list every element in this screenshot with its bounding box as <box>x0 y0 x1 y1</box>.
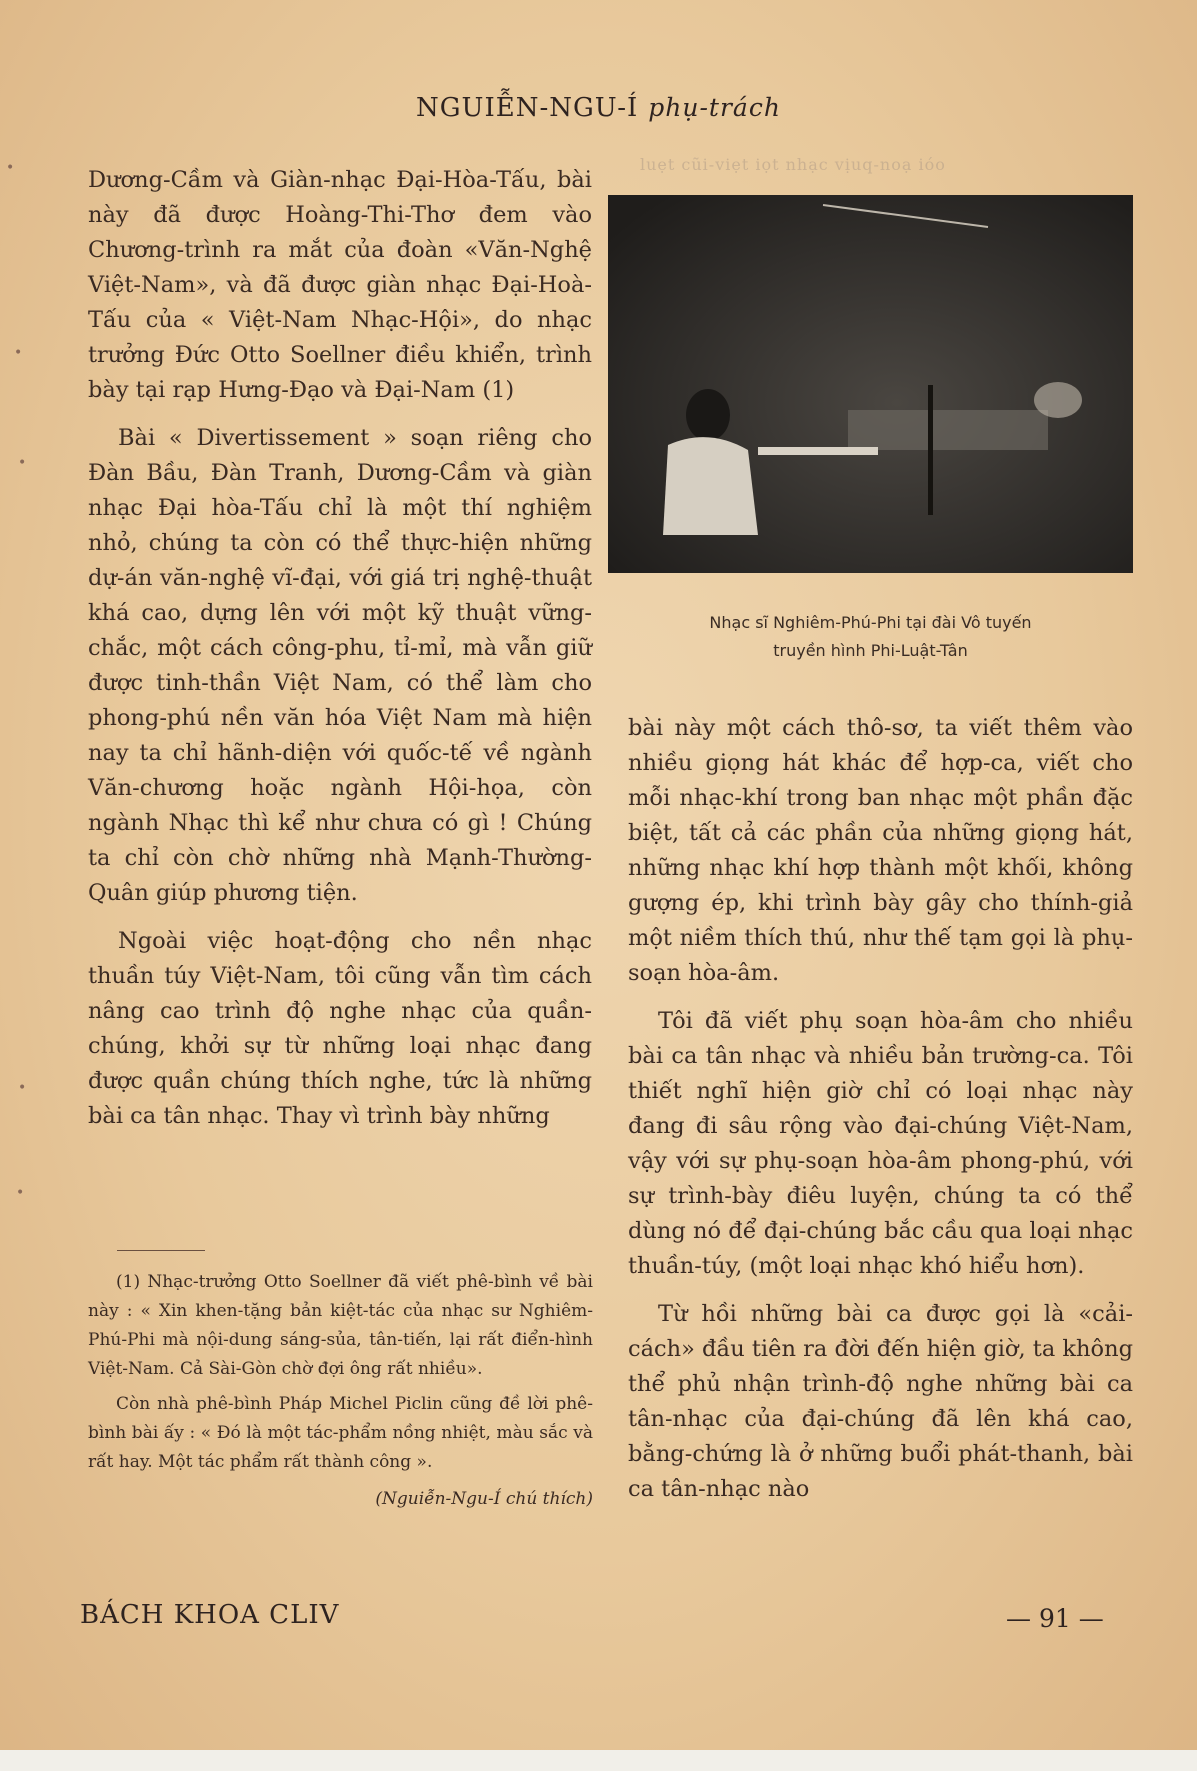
photo-illustration <box>608 195 1133 573</box>
scan-margin <box>0 1750 1197 1771</box>
left-paragraph-2: Bài « Divertissement » soạn riêng cho Đàn Bầu, Đàn Tranh, Dương-Cầm và giàn nhạc Đại hòa-Tấu chỉ là một thí nghiệm nhỏ, chúng ta còn có thể thực-hiện những dự-án văn-nghệ vĩ-đại, với giá trị nghệ-thuật khá cao, dựng lên với một kỹ thuật vững-chắc, một cách công-phu, tỉ-mỉ, mà vẫn giữ được tinh-thần Việt Nam, có thể làm cho phong-phú nền văn hóa Việt Nam mà hiện nay ta chỉ hãnh-diện với quốc-tế về ngành Văn-chương hoặc ngành Hội-họa, còn ngành Nhạc thì kể như chưa có gì ! Chúng ta chỉ còn chờ những nhà Mạnh-Thường-Quân giúp phương tiện. <box>88 425 592 906</box>
margin-mark: • <box>18 455 27 471</box>
page-header <box>0 93 1197 123</box>
footnotes <box>88 1268 593 1514</box>
bleed-through-text: luẹt cũi-viẹt iọt nhạc vịuq-noạ ióo <box>640 155 946 174</box>
right-column <box>628 711 1133 1520</box>
footnote-1: (1) Nhạc-trưởng Otto Soellner đã viết phê-bình về bài này : « Xin khen-tặng bản kiệt-tác của nhạc sư Nghiêm-Phú-Phi mà nội-dung sáng-sủa, tân-tiến, lại rất điển-hình Việt-Nam. Cả Sài-Gòn chờ đợi ông rất nhiều». <box>88 1272 593 1379</box>
right-paragraph-2: Tôi đã viết phụ soạn hòa-âm cho nhiều bài ca tân nhạc và nhiều bản trường-ca. Tôi thiết nghĩ hiện giờ chỉ có loại nhạc này đang đi sâu rộng vào đại-chúng Việt-Nam, vậy với sự phụ-soạn hòa-âm phong-phú, với sự trình-bày điêu luyện, chúng ta có thể dùng nó để đại-chúng bắc cầu qua loại nhạc thuần-túy, (một loại nhạc khó hiểu hơn). <box>628 1008 1133 1279</box>
left-paragraph-1: Dương-Cầm và Giàn-nhạc Đại-Hòa-Tấu, bài này đã được Hoàng-Thi-Thơ đem vào Chương-trình ra mắt của đoàn «Văn-Nghệ Việt-Nam», và đã được giàn nhạc Đại-Hoà-Tấu của « Việt-Nam Nhạc-Hội», do nhạc trưởng Đức Otto Soellner điều khiển, trình bày tại rạp Hưng-Đạo và Đại-Nam (1) <box>88 167 592 403</box>
musician-photo <box>608 195 1133 573</box>
margin-mark: • <box>14 345 23 361</box>
right-paragraph-3: Từ hồi những bài ca được gọi là «cải-cách» đầu tiên ra đời đến hiện giờ, ta không thể phủ nhận trình-độ nghe những bài ca tân-nhạc của đại-chúng đã lên khá cao, bằng-chứng là ở những buổi phát-thanh, bài ca tân-nhạc nào <box>628 1301 1133 1502</box>
margin-mark: • <box>16 1185 25 1201</box>
header-author: NGUIỄN-NGU-Í <box>416 93 639 123</box>
caption-line-1: Nhạc sĩ Nghiêm-Phú-Phi tại đài Vô tuyến <box>709 613 1032 632</box>
footnote-divider <box>117 1250 205 1251</box>
margin-mark: • <box>18 1080 27 1096</box>
photo-caption <box>608 609 1133 665</box>
magazine-name: BÁCH KHOA CLIV <box>80 1600 340 1630</box>
header-role: phụ-trách <box>648 93 781 122</box>
page-number: — 91 — <box>1006 1604 1104 1633</box>
footnote-2: Còn nhà phê-bình Pháp Michel Piclin cũng đề lời phê-bình bài ấy : « Đó là một tác-phẩm nồng nhiệt, màu sắc và rất hay. Một tác phẩm rất thành công ». <box>88 1394 593 1472</box>
caption-line-2: truyền hình Phi-Luật-Tân <box>773 641 968 660</box>
left-paragraph-3: Ngoài việc hoạt-động cho nền nhạc thuần túy Việt-Nam, tôi cũng vẫn tìm cách nâng cao trình độ nghe nhạc của quần-chúng, khởi sự từ những loại nhạc đang được quần chúng thích nghe, tức là những bài ca tân nhạc. Thay vì trình bày những <box>88 928 592 1129</box>
footnote-signature: (Nguiễn-Ngu-Í chú thích) <box>375 1489 593 1509</box>
left-column <box>88 163 592 1147</box>
margin-mark: • <box>6 160 15 176</box>
right-paragraph-1: bài này một cách thô-sơ, ta viết thêm vào nhiều giọng hát khác để hợp-ca, viết cho mỗi nhạc-khí trong ban nhạc một phần đặc biệt, tất cả các phần của những giọng hát, những nhạc khí hợp thành một khối, không gượng ép, khi trình bày gây cho thính-giả một niềm thích thú, như thế tạm gọi là phụ-soạn hòa-âm. <box>628 715 1133 986</box>
